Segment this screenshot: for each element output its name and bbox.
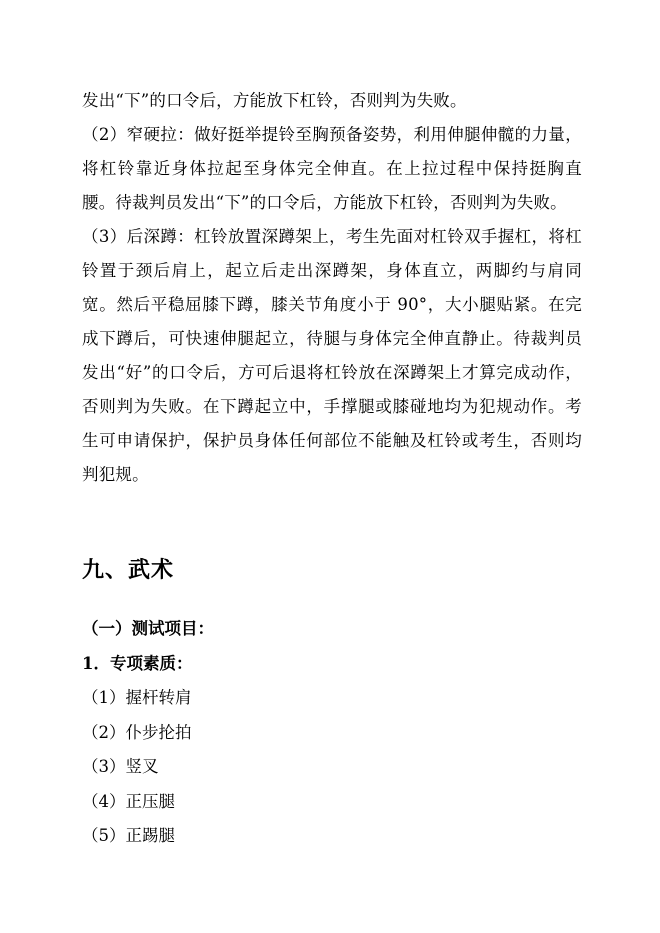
section-heading: 九、武术 [82,558,175,583]
list-item: （5）正踢腿 [82,826,175,845]
body-text [82,84,582,492]
list-item: （1）握杆转肩 [82,688,192,707]
paragraph-narrow-deadlift: （2）窄硬拉：做好挺举提铃至胸预备姿势，利用伸腿伸髋的力量，将杠铃靠近身体拉起至身体完全伸直。在上拉过程中保持挺胸直腰。待裁判员发出“下”的口令后，方能放下杠铃，否则判为失败。 [82,125,582,212]
list-item: （3）竖叉 [82,757,159,776]
list-item: （4）正压腿 [82,791,175,811]
sub-heading: （一）测试项目： [82,619,214,638]
paragraph-continued: 发出“下”的口令后，方能放下杠铃，否则判为失败。 [82,91,467,110]
list-item: （2）仆步抡拍 [82,722,192,742]
test-items-list [82,612,582,854]
paragraph-back-squat: （3）后深蹲：杠铃放置深蹲架上，考生先面对杠铃双手握杠，将杠铃置于颈后肩上，起立后走出深蹲架，身体直立，两脚约与肩同宽。然后平稳屈膝下蹲，膝关节角度小于 90°，大小腿贴紧。在完成下蹲后，可快速伸腿起立，待腿与身体完全伸直静止。待裁判员发出“好”的口令后，方可后退将杠铃放在深蹲架上才算完成动作，否则判为失败。在下蹲起立中，手撑腿或膝碰地均为犯规动作。考生可申请保护，保护员身体任何部位不能触及杠铃或考生，否则均判犯规。 [82,227,582,484]
item-heading: 1．专项素质： [82,653,193,673]
